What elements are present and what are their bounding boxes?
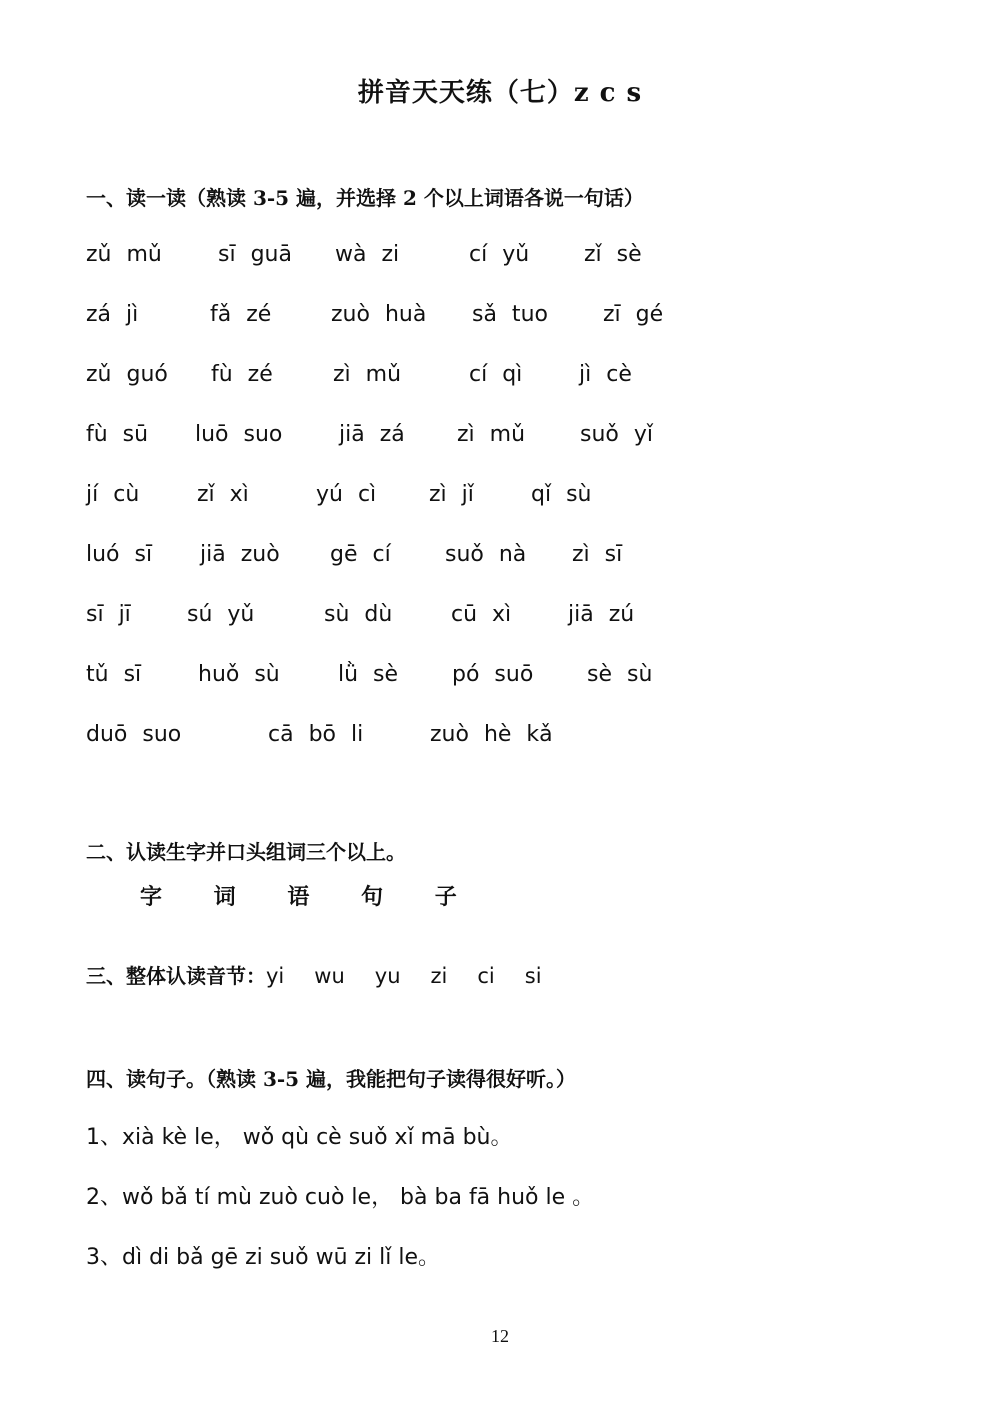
character: 字 [140,884,163,910]
syllable: zi [430,964,448,988]
section-3-line [86,960,572,989]
pinyin-word: qǐ sù [531,482,592,507]
syllable: wu [314,964,345,988]
pinyin-word: jí cù [86,482,140,507]
pinyin-word: sǎ tuo [472,302,548,327]
pinyin-word: sè sù [587,662,653,687]
pinyin-word: jì cè [579,362,632,387]
sentence-2: 2、wǒ bǎ tí mù zuò cuò le， bà ba fā huǒ le 。 [86,1185,595,1210]
pinyin-word: sù dù [324,602,393,627]
pinyin-word: jiā zuò [200,542,280,567]
section-4-heading: 四、读句子。（熟读 3-5 遍，我能把句子读得很好听。） [86,1067,577,1091]
pinyin-word: zī gé [603,302,664,327]
pinyin-word: zì sī [572,542,623,567]
pinyin-word: suǒ yǐ [580,422,653,447]
pinyin-word: zǐ xì [197,482,249,507]
pinyin-word: jiā zá [339,422,405,447]
pinyin-word: sī guā [218,242,292,267]
pinyin-word: zǔ mǔ [86,242,162,267]
pinyin-word: yú cì [316,482,377,507]
section-1-heading: 一、读一读（熟读 3-5 遍，并选择 2 个以上词语各说一句话） [86,186,644,210]
syllables-list [266,964,572,988]
section-3-heading: 三、整体认读音节： [86,964,266,988]
pinyin-word: fǎ zé [210,302,272,327]
pinyin-word: gē cí [330,542,391,567]
pinyin-word: wà zi [335,242,400,267]
pinyin-word: zì mǔ [457,422,526,447]
pinyin-word: zǔ guó [86,362,168,387]
character: 句 [361,884,384,910]
pinyin-word: zǐ sè [584,242,642,267]
pinyin-word: jiā zú [568,602,635,627]
pinyin-word: cí yǔ [469,242,530,267]
pinyin-word: tǔ sī [86,662,142,687]
section-2-heading: 二、认读生字并口头组词三个以上。 [86,840,406,864]
pinyin-word: pó suō [452,662,534,687]
character: 语 [287,884,310,910]
pinyin-word: fù sū [86,422,149,447]
pinyin-word: fù zé [211,362,273,387]
sentence-3: 3、dì di bǎ gē zi suǒ wū zi lǐ le。 [86,1245,441,1270]
sentence-1: 1、xià kè le， wǒ qù cè suǒ xǐ mā bù。 [86,1125,513,1150]
character: 词 [213,884,236,910]
page-title: 拼音天天练（七）z c s [357,78,643,108]
pinyin-word: zì mǔ [333,362,402,387]
syllable: ci [477,964,495,988]
character: 子 [434,884,457,910]
pinyin-word: duō suo [86,722,182,747]
syllable: si [524,964,542,988]
pinyin-word: huǒ sù [198,662,280,687]
syllable: yu [374,964,401,988]
pinyin-word: zuò hè kǎ [430,722,553,747]
pinyin-word: lǜ sè [338,662,399,687]
pinyin-word: luó sī [86,542,153,567]
pinyin-word: zì jǐ [429,482,474,507]
pinyin-word: zá jì [86,302,139,327]
pinyin-word: sú yǔ [187,602,255,627]
pinyin-word: cí qì [469,362,523,387]
page-number: 12 [491,1326,509,1346]
pinyin-word: zuò huà [331,302,427,327]
pinyin-word: luō suo [195,422,283,447]
pinyin-word: sī jī [86,602,131,627]
characters-list [140,880,501,911]
pinyin-word: cā bō li [268,722,364,747]
syllable: yi [266,964,285,988]
pinyin-word: suǒ nà [445,542,527,567]
pinyin-word: cū xì [451,602,512,627]
